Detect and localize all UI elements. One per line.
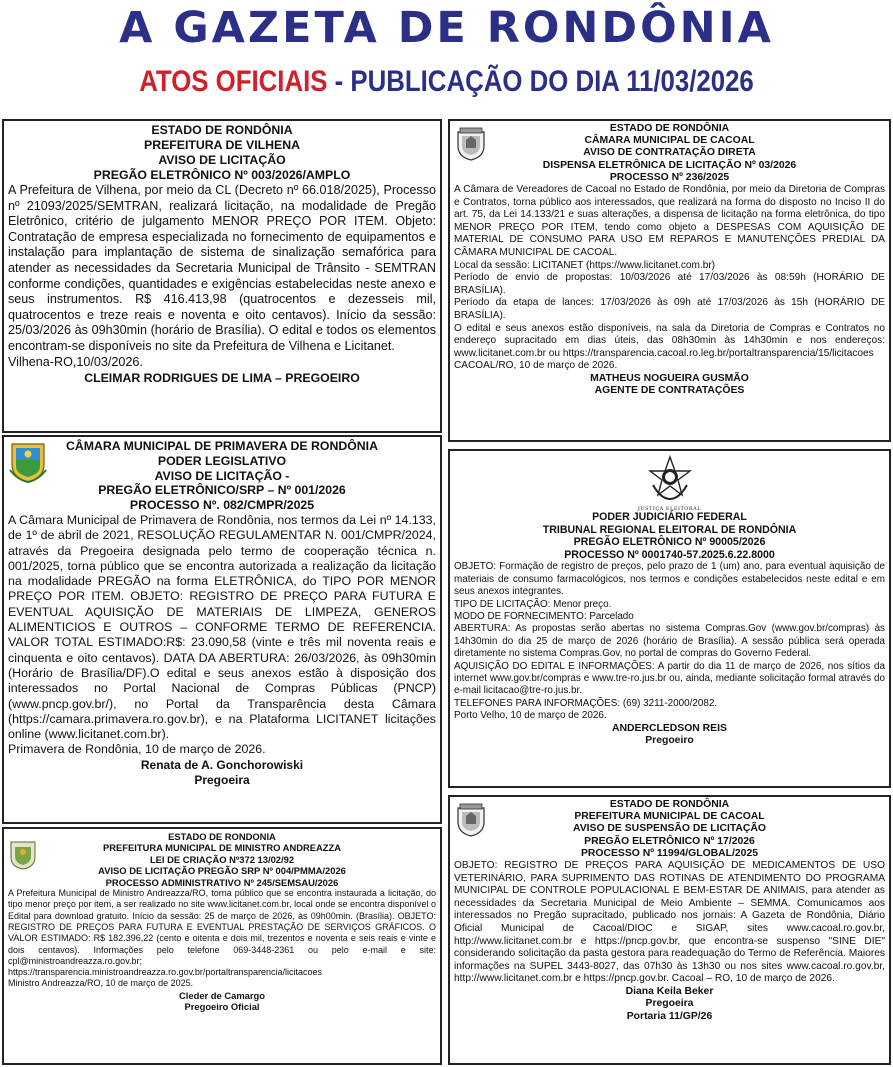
place-date: Ministro Andreazza/RO, 10 de março de 2025. <box>8 978 194 989</box>
proposal-period: Período de envio de propostas: 10/03/2026 até 17/03/2026 às 08:59h (HORÁRIO DE BRASÍLIA). <box>454 272 885 296</box>
banner-separator: - <box>334 65 344 98</box>
notice-prefeitura-cacoal <box>448 795 891 1065</box>
tipo-licitacao: TIPO DE LICITAÇÃO: Menor preço. <box>454 598 612 610</box>
notice-vilhena <box>2 119 442 433</box>
seal-text: JUSTIÇA ELEITORAL <box>637 506 702 512</box>
signer-name: MATHEUS NOGUEIRA GUSMÃO <box>590 372 749 384</box>
newspaper-title: A GAZETA DE RONDÔNIA <box>119 3 774 53</box>
telefones: TELEFONES PARA INFORMAÇÕES: (69) 3211-2000/2082. <box>454 697 718 709</box>
header-line: PODER JUDICIÁRIO FEDERAL <box>592 511 747 523</box>
notice-primavera <box>2 435 442 824</box>
notice-body: A Câmara Municipal de Primavera de Rondônia, nos termos da Lei nº 14.133, de 1º de abril de 2021, RESOLUÇÃO REGULAMENTAR N. 001/CMPR/2024, através da Pregoeira designada pelo termo de cooperação técnica n. 001/2025, torna público que se encontra autorizada a realização da licitação na modalidade PREGÃO na forma ELETRÔNICA, do TIPO POR MENOR PREÇO POR ITEM. OBJETO: REGISTRO DE PREÇO PARA FUTURA E EVENTUAL AQUISIÇÃO DE MATERIAIS DE LIMPEZA, GENEROS ALIMENTICIOS E OUTROS – CONFORME TERMO DE REFERENCIA. VALOR TOTAL ESTIMADO:R$: 23.090,58 (vinte e três mil noventa reais e cinquenta e oito centavos). DATA DA ABERTURA: 26/03/2026, às 09h30min (Horário de Brasília/DF).O edital e seus anexos estão à disposição dos interessados no Portal Nacional de Compras Públicas (PNCP) (www.pncp.gov.br/), no Portal da Transparência desta Câmara (https://camara.primavera.ro.gov.br), e na Plataforma LICITANET licitações online (www.licitanet.com.br). <box>8 512 436 742</box>
signer-name: Renata de A. Gonchorowiski <box>140 757 304 772</box>
modo-fornecimento: MODO DE FORNECIMENTO: Parcelado <box>454 611 634 622</box>
header-line: AVISO DE LICITAÇÃO PREGÃO SRP Nº 004/PMMA/2026 <box>98 865 346 877</box>
header-line: PREGÃO ELETRÔNICO Nº 90005/2026 <box>573 536 766 549</box>
cacoal-coat-of-arms-icon <box>454 802 488 838</box>
bidding-period: Período da etapa de lances: 17/03/2026 às 09h até 17/03/2026 às 15h (HORÁRIO DE BRASÍLIA). <box>454 297 885 321</box>
header-line: AVISO DE CONTRATAÇÃO DIRETA <box>583 147 756 159</box>
notice-header <box>454 799 885 860</box>
signer-role: AGENTE DE CONTRATAÇÕES <box>594 385 745 397</box>
header-line: PROCESSO Nº 236/2025 <box>609 171 730 183</box>
notice-body: A Prefeitura de Vilhena, por meio da CL (Decreto nº 66.018/2025), Processo nº 21093/2025/SEMTRAN, realizará licitação, na modalidade de Pregão Eletrônico, critério de julgamento MENOR PREÇO POR ITEM. Objeto: Contratação de empresa especializada no fornecimento de equipamentos e instalação para implantação de sistema de sinalização semafórica para atender as necessidades da Secretaria Municipal de Trânsito - SEMTRAN conforme condições, quantidades e exigências estabelecidas neste anexo e seus instrumentos. R$ 416.413,98 (quatrocentos e dezesseis mil, quatrocentos e treze reais e noventa e oito centavos). Início da sessão: 25/03/2026 às 09h30min (horário de Brasília). O edital e todos os elementos encontram-se disponíveis no site da Prefeitura de Vilhena e Licitanet. <box>8 183 436 353</box>
tre-seal <box>454 453 885 511</box>
header-line: CÂMARA MUNICIPAL DE PRIMAVERA DE RONDÔNIA <box>66 439 378 453</box>
signer-role: Pregoeiro <box>645 735 694 747</box>
signer-role: Pregoeira <box>194 772 250 787</box>
header-line: CÂMARA MUNICIPAL DE CACOAL <box>584 135 755 147</box>
header-line: PREGÃO ELETRÔNICO/SRP – Nº 001/2026 <box>98 483 346 498</box>
publication-date-label: PUBLICAÇÃO DO DIA 11/03/2026 <box>350 65 754 98</box>
header-line: PROCESSO ADMINISTRATIVO Nº 245/SEMSAU/2026 <box>105 876 339 888</box>
place-date: CACOAL/RO, 10 de março de 2026. <box>454 360 618 372</box>
signer-name: ANDERCLEDSON REIS <box>612 722 727 734</box>
header-line: TRIBUNAL REGIONAL ELEITORAL DE RONDÔNIA <box>542 523 797 536</box>
aquisicao-edital: AQUISIÇÃO DO EDITAL E INFORMAÇÕES: A partir do dia 11 de março de 2026, nos sítios da internet www.gov.br/compras e www.tre-ro.jus.br ou, ainda, mediante solicitação formal através do e-mail licitacao@tre-ro.jus.br. <box>454 660 885 697</box>
header-line: AVISO DE LICITAÇÃO <box>158 153 286 167</box>
header-line: PREGÃO ELETRÔNICO Nº 17/2026 <box>584 835 755 847</box>
header-line: DISPENSA ELETRÔNICA DE LICITAÇÃO Nº 03/2026 <box>542 159 797 171</box>
notice-tre-rondonia <box>448 449 891 788</box>
header-line: ESTADO DE RONDÔNIA <box>609 123 730 134</box>
header-line: PREGÃO ELETRÔNICO Nº 003/2026/AMPLO <box>93 168 351 182</box>
publication-banner <box>63 64 831 100</box>
notice-body: A Prefeitura Municipal de Ministro Andreazza/RO, torna público que se encontra instaurada a licitação, do tipo menor preço por item, a ser realizado no site www.licitanet.com.br, local onde se encontra disponível o Edital para download gratuito. Início da sessão: 25 de março de 2026, às 09h00min. (Brasília). OBJETO: REGISTRO DE PREÇOS PARA FUTURA E EVENTUAL PRESTAÇÃO DE SERVIÇOS GRÁFICOS. O VALOR ESTIMADO: R$ 182.396,22 (cento e oitenta e dois mil, trezentos e noventa e seis reais e vinte e dois centavos). Informações pelo telefone 069-3448-2361 ou pelo e-mail e site: cpl@ministroandreazza.ro.gov.br; https://transparencia.ministroandreazza.ro.gov.br/portaltransparencia/licitacoes <box>8 888 436 978</box>
primavera-coat-of-arms-icon <box>8 440 48 484</box>
header-line: PROCESSO Nº 0001740-57.2025.6.22.8000 <box>564 548 775 561</box>
place-date: Vilhena-RO,10/03/2026. <box>8 354 143 369</box>
section-label: ATOS OFICIAIS <box>139 65 328 98</box>
signer-name: Cleder de Camargo <box>179 989 265 1001</box>
notice-body: OBJETO: REGISTRO DE PREÇOS PARA AQUISIÇÃO DE MEDICAMENTOS DE USO VETERINÁRIO, PARA SUPRIMENTO DAS ROTINAS DE ATENDIMENTO DO PROGRAMA MUNICIPAL DE CONTROLE POPULACIONAL E BEM-ESTAR DE ANIMAIS, para atender as necessidades da Secretaria Municipal de Meio Ambiente – SEMMA. Comunicamos aos interessados no Pregão supracitado, publicado nos jornais: A Gazeta de Rondônia, Diário Oficial Municipal de Cacoal/DIOC e SIGAP, sites www.cacoal.ro.gov.br, http://www.licitanet.com.br e https://pncp.gov.br, que encontra-se suspenso "SINE DIE" considerando solicitação da pasta gestora para readequação do Termo de Referência. Maiores informações na SUPEL 3443-8027, das 07h30 às 13h30 ou nos sites www.cacoal.ro.gov.br, http://www.licitanet.com.br e https://pncp.gov.br. Cacoal – RO, 10 de março de 2026. <box>454 860 885 985</box>
notice-header <box>8 123 436 183</box>
header-line: PREFEITURA DE VILHENA <box>144 138 300 152</box>
edital-availability: O edital e seus anexos estão disponíveis, na sala da Diretoria de Compras e Contratos no endereço supracitado em dias úteis, das 08h30min às 14h30min e nos endereços: www.licitanet.com.br ou https://transparencia.cacoal.ro.leg.br/portaltransparencia/15/licitacoes <box>454 322 885 359</box>
header-line: PREFEITURA MUNICIPAL DE CACOAL <box>574 811 765 823</box>
header-line: ESTADO DE RONDÔNIA <box>609 799 730 810</box>
header-line: LEI DE CRIAÇÃO Nº372 13/02/92 <box>149 853 295 865</box>
header-line: ESTADO DE RONDÔNIA <box>151 123 293 137</box>
brazil-coat-of-arms-icon <box>647 455 693 501</box>
notice-body: A Câmara de Vereadores de Cacoal no Estado de Rondônia, por meio da Diretoria de Compras e Contratos, torna público aos interessados, que realizará na forma do disposto no Inciso II do art. 75, da Lei 14.133/21 e suas alterações, a dispensa de licitação na forma eletrônica, do tipo MENOR PREÇO POR ITEM, tendo como objeto a DESPESAS COM AQUISIÇÃO DE MATERIAL DE CONSUMO PARA USO EM REPAROS E MANUTENÇÕES PREDIAL DA CÂMARA MUNICIPAL DE CACOAL. <box>454 184 885 258</box>
signature: CLEIMAR RODRIGUES DE LIMA – PREGOEIRO <box>84 371 360 386</box>
place-date: Porto Velho, 10 de março de 2026. <box>454 710 607 722</box>
header-line: AVISO DE SUSPENSÃO DE LICITAÇÃO <box>572 823 767 835</box>
header-line: PODER LEGISLATIVO <box>157 453 287 468</box>
notice-header <box>454 511 885 561</box>
header-line: PROCESSO Nº 11994/GLOBAL/2025 <box>580 847 759 859</box>
signer-role: Pregoeiro Oficial <box>184 1001 260 1013</box>
notice-header <box>8 831 436 888</box>
objeto: OBJETO: Formação de registro de preços, pelo prazo de 1 (um) ano, para eventual aquisição de materiais de consumo farmacológicos, nos termos e condições estabelecidos neste edital e em seus anexos integrantes. <box>454 561 885 598</box>
header-line: AVISO DE LICITAÇÃO - <box>154 468 290 483</box>
andreazza-coat-of-arms-icon <box>8 839 38 871</box>
notice-camara-cacoal <box>448 119 891 442</box>
notice-header <box>8 439 436 513</box>
signer-role: Pregoeira <box>645 998 694 1010</box>
portaria: Portaria 11/GP/26 <box>626 1010 713 1022</box>
header-line: ESTADO DE RONDONIA <box>168 831 276 842</box>
place-date: Primavera de Rondônia, 10 de março de 2026. <box>8 742 266 757</box>
cacoal-coat-of-arms-icon <box>454 126 488 162</box>
session-location: Local da sessão: LICITANET (https://www.licitanet.com.br) <box>454 259 716 271</box>
header-line: PROCESSO Nº. 082/CMPR/2025 <box>129 498 315 513</box>
header-line: PREFEITURA MUNICIPAL DE MINISTRO ANDREAZZA <box>102 842 342 854</box>
signer-name: Diana Keila Beker <box>625 985 714 997</box>
notice-header <box>454 123 885 184</box>
abertura: ABERTURA: As propostas serão abertas no sistema Compras.Gov (www.gov.br/compras) às 14h30min do dia 25 de março de 2026 (horário de Brasília). A sessão pública será operada diretamente no sistema Compras.Gov, no portal de compras do Governo Federal. <box>454 623 885 660</box>
notice-ministro-andreazza <box>2 827 442 1065</box>
